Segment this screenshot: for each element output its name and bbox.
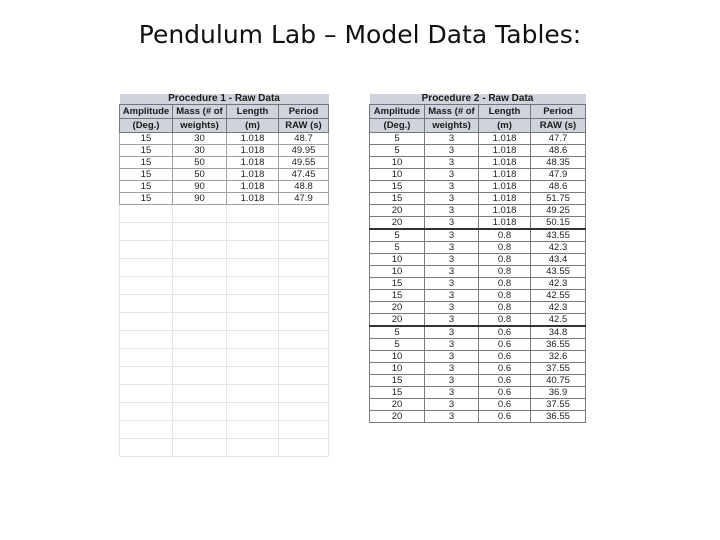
table-row — [120, 193, 329, 205]
empty-grid-row — [120, 259, 329, 277]
table-cell: 1.018 — [227, 181, 279, 193]
empty-cell — [173, 223, 227, 241]
empty-cell — [120, 223, 173, 241]
empty-cell — [227, 259, 279, 277]
table-cell: 0.8 — [479, 242, 531, 254]
table-cell: 1.018 — [227, 157, 279, 169]
empty-cell — [173, 421, 227, 439]
column-header: Period — [531, 105, 586, 119]
table-cell: 3 — [425, 157, 479, 169]
empty-grid-row — [120, 205, 329, 223]
empty-cell — [279, 205, 329, 223]
empty-grid-row — [120, 277, 329, 295]
table-cell: 40.75 — [531, 375, 586, 387]
column-header: Mass (# of — [173, 105, 227, 119]
column-header: (Deg.) — [370, 119, 425, 133]
empty-cell — [173, 277, 227, 295]
empty-cell — [120, 259, 173, 277]
table-row — [370, 375, 586, 387]
procedure-1-table-container — [119, 94, 329, 457]
table-cell: 48.7 — [279, 133, 329, 145]
column-header: RAW (s) — [279, 119, 329, 133]
table-row — [120, 145, 329, 157]
empty-cell — [279, 403, 329, 421]
empty-grid-row — [120, 241, 329, 259]
procedure-2-caption: Procedure 2 - Raw Data — [370, 94, 586, 105]
table-row — [370, 326, 586, 339]
table-cell: 15 — [370, 387, 425, 399]
table-cell: 15 — [120, 169, 173, 181]
table-cell: 50 — [173, 157, 227, 169]
column-header: (m) — [227, 119, 279, 133]
empty-cell — [227, 349, 279, 367]
empty-cell — [173, 331, 227, 349]
table-cell: 3 — [425, 302, 479, 314]
table-row — [370, 145, 586, 157]
table-cell: 20 — [370, 205, 425, 217]
table-cell: 1.018 — [227, 133, 279, 145]
table-cell: 1.018 — [479, 205, 531, 217]
table-cell: 3 — [425, 339, 479, 351]
empty-grid-row — [120, 439, 329, 457]
procedure-2-caption-row — [370, 94, 586, 105]
procedure-2-table — [369, 94, 586, 423]
table-cell: 30 — [173, 133, 227, 145]
table-cell: 3 — [425, 193, 479, 205]
empty-cell — [173, 439, 227, 457]
table-row — [370, 133, 586, 145]
empty-grid-row — [120, 421, 329, 439]
table-row — [370, 169, 586, 181]
table-cell: 0.6 — [479, 339, 531, 351]
table-cell: 90 — [173, 193, 227, 205]
empty-cell — [279, 367, 329, 385]
empty-grid-row — [120, 367, 329, 385]
empty-cell — [227, 421, 279, 439]
table-cell: 0.8 — [479, 278, 531, 290]
table-cell: 1.018 — [479, 181, 531, 193]
table-cell: 3 — [425, 278, 479, 290]
empty-cell — [173, 205, 227, 223]
empty-cell — [279, 259, 329, 277]
empty-cell — [120, 439, 173, 457]
table-row — [120, 169, 329, 181]
table-cell: 0.8 — [479, 229, 531, 242]
table-cell: 5 — [370, 242, 425, 254]
empty-cell — [120, 349, 173, 367]
column-header: Mass (# of — [425, 105, 479, 119]
table-cell: 20 — [370, 399, 425, 411]
procedure-1-table — [119, 94, 329, 457]
table-row — [120, 157, 329, 169]
table-cell: 47.9 — [279, 193, 329, 205]
table-row — [370, 254, 586, 266]
table-cell: 48.6 — [531, 181, 586, 193]
column-header: Amplitude — [370, 105, 425, 119]
table-cell: 36.55 — [531, 411, 586, 423]
table-cell: 3 — [425, 363, 479, 375]
table-cell: 48.35 — [531, 157, 586, 169]
empty-grid-row — [120, 385, 329, 403]
table-cell: 37.55 — [531, 363, 586, 375]
empty-cell — [227, 403, 279, 421]
procedure-2-table-container — [369, 94, 586, 423]
table-cell: 10 — [370, 363, 425, 375]
column-header: Period — [279, 105, 329, 119]
table-cell: 10 — [370, 351, 425, 363]
empty-cell — [227, 205, 279, 223]
table-cell: 3 — [425, 375, 479, 387]
table-cell: 1.018 — [479, 133, 531, 145]
table-cell: 42.3 — [531, 242, 586, 254]
table-row — [370, 193, 586, 205]
column-header: RAW (s) — [531, 119, 586, 133]
table-cell: 20 — [370, 217, 425, 230]
empty-cell — [120, 313, 173, 331]
procedure-1-caption-row — [120, 94, 329, 105]
table-cell: 43.55 — [531, 229, 586, 242]
empty-grid-row — [120, 403, 329, 421]
table-cell: 3 — [425, 242, 479, 254]
table-cell: 49.95 — [279, 145, 329, 157]
table-cell: 1.018 — [227, 193, 279, 205]
table-cell: 3 — [425, 314, 479, 327]
column-header: weights) — [425, 119, 479, 133]
table-cell: 3 — [425, 229, 479, 242]
table-row — [370, 339, 586, 351]
table-cell: 36.55 — [531, 339, 586, 351]
table-cell: 3 — [425, 205, 479, 217]
empty-cell — [279, 349, 329, 367]
table-cell: 90 — [173, 181, 227, 193]
table-cell: 49.55 — [279, 157, 329, 169]
table-cell: 15 — [370, 181, 425, 193]
empty-cell — [279, 421, 329, 439]
table-cell: 36.9 — [531, 387, 586, 399]
table-cell: 15 — [120, 133, 173, 145]
empty-grid-row — [120, 313, 329, 331]
table-cell: 37.55 — [531, 399, 586, 411]
empty-cell — [227, 295, 279, 313]
table-cell: 43.4 — [531, 254, 586, 266]
empty-cell — [120, 295, 173, 313]
table-cell: 0.6 — [479, 399, 531, 411]
empty-cell — [173, 259, 227, 277]
table-cell: 0.6 — [479, 411, 531, 423]
table-cell: 15 — [120, 193, 173, 205]
table-cell: 51.75 — [531, 193, 586, 205]
table-row — [370, 387, 586, 399]
table-cell: 3 — [425, 133, 479, 145]
table-cell: 3 — [425, 351, 479, 363]
table-cell: 0.6 — [479, 326, 531, 339]
column-header: Amplitude — [120, 105, 173, 119]
table-cell: 15 — [120, 145, 173, 157]
table-cell: 0.6 — [479, 351, 531, 363]
empty-cell — [173, 403, 227, 421]
table-row — [120, 181, 329, 193]
table-cell: 3 — [425, 254, 479, 266]
table-cell: 0.8 — [479, 290, 531, 302]
empty-cell — [279, 295, 329, 313]
table-row — [370, 242, 586, 254]
procedure-1-header-row — [120, 105, 329, 119]
procedure-2-header-row — [370, 105, 586, 119]
empty-cell — [173, 295, 227, 313]
table-cell: 15 — [120, 181, 173, 193]
table-cell: 20 — [370, 411, 425, 423]
column-header: (m) — [479, 119, 531, 133]
table-cell: 15 — [120, 157, 173, 169]
table-cell: 15 — [370, 290, 425, 302]
table-cell: 20 — [370, 314, 425, 327]
table-cell: 5 — [370, 326, 425, 339]
empty-cell — [279, 331, 329, 349]
table-cell: 5 — [370, 145, 425, 157]
empty-cell — [227, 313, 279, 331]
table-cell: 0.6 — [479, 363, 531, 375]
table-cell: 15 — [370, 193, 425, 205]
table-cell: 20 — [370, 302, 425, 314]
empty-cell — [120, 421, 173, 439]
table-cell: 3 — [425, 181, 479, 193]
table-cell: 42.5 — [531, 314, 586, 327]
empty-cell — [120, 367, 173, 385]
empty-cell — [227, 223, 279, 241]
empty-cell — [120, 385, 173, 403]
table-cell: 5 — [370, 339, 425, 351]
table-cell: 32.6 — [531, 351, 586, 363]
empty-cell — [120, 403, 173, 421]
empty-cell — [279, 313, 329, 331]
column-header: Length — [479, 105, 531, 119]
table-cell: 5 — [370, 133, 425, 145]
table-cell: 3 — [425, 145, 479, 157]
table-cell: 3 — [425, 217, 479, 230]
table-cell: 47.45 — [279, 169, 329, 181]
table-row — [370, 266, 586, 278]
table-cell: 48.6 — [531, 145, 586, 157]
table-row — [370, 217, 586, 230]
table-cell: 0.8 — [479, 302, 531, 314]
column-header: (Deg.) — [120, 119, 173, 133]
table-cell: 42.3 — [531, 302, 586, 314]
table-cell: 42.55 — [531, 290, 586, 302]
table-cell: 47.9 — [531, 169, 586, 181]
empty-cell — [279, 241, 329, 259]
table-row — [370, 302, 586, 314]
table-cell: 1.018 — [479, 145, 531, 157]
table-cell: 47.7 — [531, 133, 586, 145]
table-row — [370, 157, 586, 169]
column-header: weights) — [173, 119, 227, 133]
procedure-2-header-row — [370, 119, 586, 133]
table-row — [370, 351, 586, 363]
table-row — [370, 181, 586, 193]
empty-cell — [227, 277, 279, 295]
table-cell: 48.8 — [279, 181, 329, 193]
table-cell: 0.6 — [479, 387, 531, 399]
table-cell: 3 — [425, 399, 479, 411]
table-cell: 42.3 — [531, 278, 586, 290]
empty-cell — [120, 277, 173, 295]
empty-cell — [173, 241, 227, 259]
table-cell: 15 — [370, 278, 425, 290]
empty-cell — [173, 349, 227, 367]
table-row — [120, 133, 329, 145]
empty-grid-row — [120, 349, 329, 367]
table-cell: 30 — [173, 145, 227, 157]
empty-cell — [120, 241, 173, 259]
table-cell: 49.25 — [531, 205, 586, 217]
column-header: Length — [227, 105, 279, 119]
table-cell: 3 — [425, 387, 479, 399]
table-cell: 10 — [370, 254, 425, 266]
empty-cell — [120, 331, 173, 349]
table-row — [370, 229, 586, 242]
table-cell: 50.15 — [531, 217, 586, 230]
table-cell: 1.018 — [479, 193, 531, 205]
table-cell: 15 — [370, 375, 425, 387]
empty-cell — [227, 439, 279, 457]
empty-cell — [173, 367, 227, 385]
table-cell: 10 — [370, 157, 425, 169]
table-cell: 1.018 — [227, 169, 279, 181]
table-cell: 5 — [370, 229, 425, 242]
table-cell: 3 — [425, 411, 479, 423]
table-row — [370, 363, 586, 375]
table-cell: 3 — [425, 326, 479, 339]
table-cell: 34.8 — [531, 326, 586, 339]
empty-grid-row — [120, 331, 329, 349]
table-cell: 10 — [370, 266, 425, 278]
table-cell: 0.6 — [479, 375, 531, 387]
procedure-1-caption: Procedure 1 - Raw Data — [120, 94, 329, 105]
table-row — [370, 278, 586, 290]
table-cell: 50 — [173, 169, 227, 181]
empty-cell — [227, 241, 279, 259]
table-cell: 0.8 — [479, 314, 531, 327]
table-cell: 3 — [425, 169, 479, 181]
table-cell: 0.8 — [479, 266, 531, 278]
empty-cell — [173, 313, 227, 331]
table-cell: 1.018 — [479, 217, 531, 230]
table-cell: 1.018 — [479, 169, 531, 181]
table-row — [370, 205, 586, 217]
table-cell: 0.8 — [479, 254, 531, 266]
empty-cell — [120, 205, 173, 223]
table-cell: 1.018 — [227, 145, 279, 157]
empty-cell — [227, 385, 279, 403]
empty-cell — [173, 385, 227, 403]
empty-cell — [279, 385, 329, 403]
empty-cell — [279, 277, 329, 295]
table-cell: 3 — [425, 290, 479, 302]
empty-cell — [227, 331, 279, 349]
empty-cell — [227, 367, 279, 385]
empty-cell — [279, 439, 329, 457]
table-row — [370, 411, 586, 423]
slide-title: Pendulum Lab – Model Data Tables: — [138, 20, 582, 49]
empty-grid-row — [120, 295, 329, 313]
table-cell: 1.018 — [479, 157, 531, 169]
table-cell: 43.55 — [531, 266, 586, 278]
table-row — [370, 399, 586, 411]
empty-grid-row — [120, 223, 329, 241]
table-cell: 3 — [425, 266, 479, 278]
table-cell: 10 — [370, 169, 425, 181]
table-row — [370, 290, 586, 302]
procedure-1-header-row — [120, 119, 329, 133]
empty-cell — [279, 223, 329, 241]
table-row — [370, 314, 586, 327]
